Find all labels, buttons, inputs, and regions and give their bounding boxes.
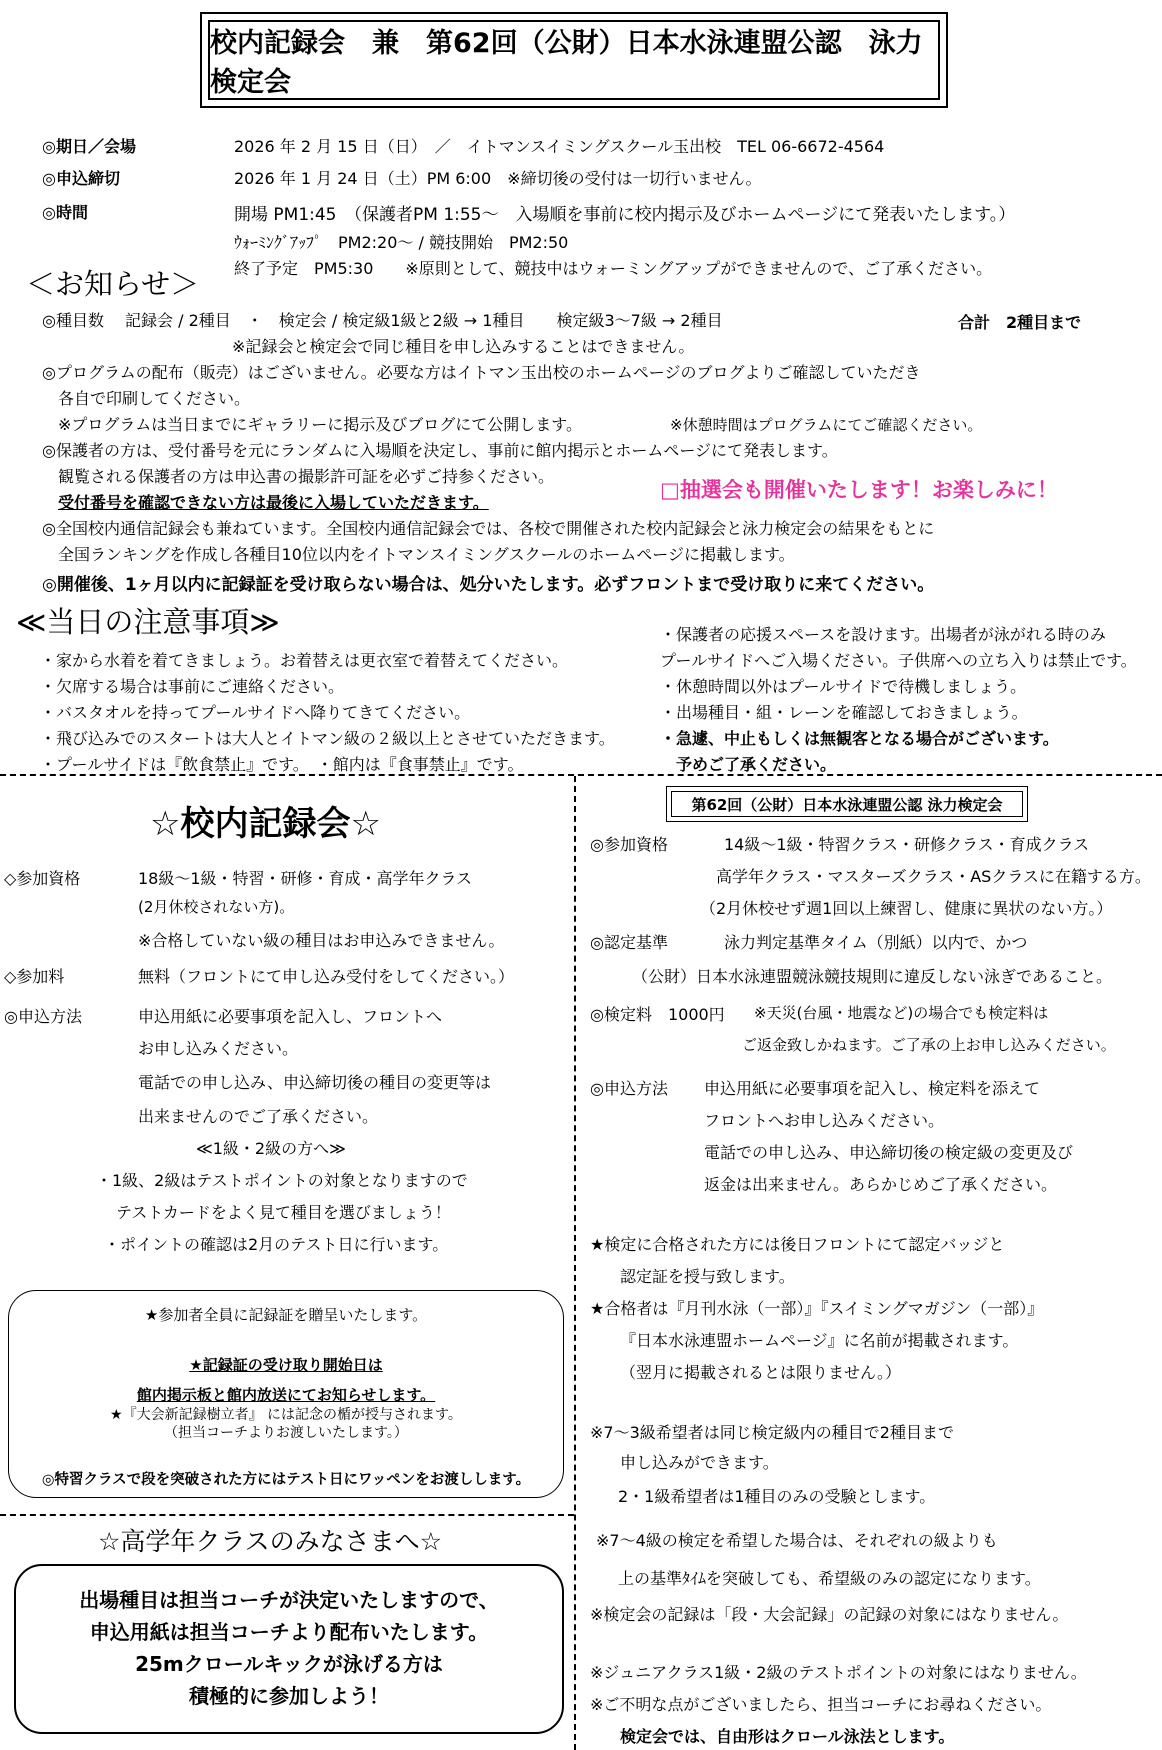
grade-line-1: ・1級、2級はテストポイントの対象となりますので <box>96 1171 468 1190</box>
exam-eligibility-line2: 高学年クラス・マスターズクラス・ASクラスに在籍する方。 <box>716 867 1151 886</box>
caution-left-4: ・飛び込みでのスタートは大人とイトマン級の２級以上とさせていただきます。 <box>40 729 615 748</box>
record-apply-line-4: 出来ませんのでご了承ください。 <box>138 1107 379 1126</box>
notice-line7: 観覧される保護者の方は申込書の撮影許可証を必ずご持参ください。 <box>58 467 555 486</box>
record-box-line3: 館内掲示板と館内放送にてお知らせします。 <box>136 1386 436 1404</box>
exam-apply-line-1: フロントへお申し込みください。 <box>704 1111 945 1130</box>
exam-apply-label: ◎申込方法 <box>590 1079 668 1098</box>
caution-right-4: ・出場種目・組・レーンを確認しておきましょう。 <box>660 703 1028 722</box>
caution-left-1: ・家から水着を着てきましょう。お着替えは更衣室で着替えてください。 <box>40 651 569 670</box>
time-line2: ｳｫｰﾐﾝｸﾞｱｯﾌﾟ PM2:20～ / 競技開始 PM2:50 <box>234 233 569 252</box>
notice-line10: 全国ランキングを作成し各種目10位以内をイトマンスイミングスクールのホームページに掲載します。 <box>58 545 795 564</box>
exam-heading: 第62回（公財）日本水泳連盟公認 泳力検定会 <box>671 791 1023 817</box>
record-apply-line-1: 申込用紙に必要事項を記入し、フロントへ <box>138 1007 443 1026</box>
record-box-line2: ★記録証の受け取り開始日は <box>189 1356 383 1374</box>
column-divider <box>574 776 576 1750</box>
exam-note6: 検定会では、自由形はクロール泳法とします。 <box>620 1727 955 1746</box>
senior-line-3: 25mクロールキックが泳げる方は <box>135 1652 443 1676</box>
caution-left-2: ・欠席する場合は事前にご連絡ください。 <box>40 677 345 696</box>
exam-standard-line2: （公財）日本水泳連盟競泳競技規則に違反しない泳ぎであること。 <box>632 967 1113 986</box>
exam-note1b: 申し込みができます。 <box>620 1453 779 1472</box>
exam-note2: ※7～4級の検定を希望した場合は、それぞれの級よりも <box>596 1531 998 1550</box>
page-title: 校内記録会 兼 第62回（公財）日本水泳連盟公認 泳力検定会 <box>208 20 940 100</box>
deadline-value: 2026 年 1 月 24 日（土）PM 6:00 ※締切後の受付は一切行いません。 <box>234 169 762 188</box>
record-box-line5: （担当コーチよりお渡しいたします。） <box>164 1425 408 1441</box>
exam-standard-label: ◎認定基準 <box>590 933 668 952</box>
section-divider <box>0 774 1162 776</box>
record-apply-line-2: お申し込みください。 <box>138 1039 299 1058</box>
exam-apply-value: 申込用紙に必要事項を記入し、検定料を添えて <box>704 1079 1041 1098</box>
date-value: 2026 年 2 月 15 日（日） ／ イトマンスイミングスクール玉出校 TEL 06-6672-4564 <box>234 137 885 156</box>
record-fee-label: ◇参加料 <box>4 967 65 986</box>
exam-eligibility-label: ◎参加資格 <box>590 835 668 854</box>
record-eligibility-note1: (2月休校されない方)。 <box>138 898 295 916</box>
record-box-line6: ◎特習クラスで段を突破された方にはテスト日にワッペンをお渡しします。 <box>41 1472 531 1488</box>
exam-note4: ※ジュニアクラス1級・2級のテストポイントの対象にはなりません。 <box>590 1663 1087 1682</box>
time-line3: 終了予定 PM5:30 ※原則として、競技中はウォーミングアップができませんので、ご了承ください。 <box>234 259 993 278</box>
notice-line4: 各自で印刷してください。 <box>58 389 251 408</box>
notice-line9: ◎全国校内通信記録会も兼ねています。全国校内通信記録会では、各校で開催された校内記録会と泳力検定会の結果をもとに <box>42 519 935 538</box>
senior-line-2: 申込用紙は担当コーチより配布いたします。 <box>89 1620 489 1644</box>
exam-note5: ※ご不明な点がございましたら、担当コーチにお尋ねください。 <box>590 1695 1052 1714</box>
notice-line11: ◎開催後、1ヶ月以内に記録証を受け取らない場合は、処分いたします。必ずフロントまで受け取りに来てください。 <box>42 575 935 595</box>
record-eligibility-note2: ※合格していない級の種目はお申込みできません。 <box>138 931 505 950</box>
exam-note2b: 上の基準ﾀｲﾑを突破しても、希望級のみの認定になります。 <box>618 1569 1041 1588</box>
exam-note1c: 2・1級希望者は1種目のみの受験とします。 <box>618 1487 936 1506</box>
senior-heading: ☆高学年クラスのみなさまへ☆ <box>98 1527 443 1556</box>
caution-left-5: ・プールサイドは『飲食禁止』です。 ・館内は『食事禁止』です。 <box>40 755 524 774</box>
exam-fee: ◎検定料 1000円 <box>590 1005 725 1024</box>
record-fee-value: 無料（フロントにて申し込み受付をしてください。） <box>138 967 515 986</box>
record-eligibility-label: ◇参加資格 <box>4 869 81 888</box>
exam-eligibility-value: 14級～1級・特習クラス・研修クラス・育成クラス <box>724 835 1090 854</box>
exam-standard-value: 泳力判定基準タイム（別紙）以内で、かつ <box>724 933 1028 952</box>
senior-line-1: 出場種目は担当コーチが決定いたしますので、 <box>79 1588 499 1612</box>
left-section-divider <box>0 1514 574 1516</box>
exam-pass1b: 認定証を授与致します。 <box>620 1267 795 1286</box>
grade-line-3: ・ポイントの確認は2月のテスト日に行います。 <box>104 1235 449 1254</box>
time-label: ◎時間 <box>42 203 88 222</box>
title-frame <box>200 12 948 108</box>
exam-note3: ※検定会の記録は「段・大会記録」の記録の対象にはなりません。 <box>590 1605 1069 1624</box>
exam-apply-line-3: 返金は出来ません。あらかじめご了承ください。 <box>704 1175 1057 1194</box>
record-box-line1: ★参加者全員に記録証を贈呈いたします。 <box>144 1306 428 1324</box>
caution-left-3: ・バスタオルを持ってプールサイドへ降りてきてください。 <box>40 703 471 722</box>
notice-heading: ＜お知らせ＞ <box>26 267 200 301</box>
notice-line3: ◎プログラムの配布（販売）はございません。必要な方はイトマン玉出校のホームページのブログよりご確認していただき <box>42 363 921 382</box>
exam-eligibility-line3: （2月休校せず週1回以上練習し、健康に異状のない方。） <box>700 899 1113 918</box>
notice-line8: 受付番号を確認できない方は最後に入場していただきます。 <box>58 493 489 512</box>
grade-heading: ≪1級・2級の方へ≫ <box>196 1139 346 1158</box>
lottery-notice: □抽選会も開催いたします！お楽しみに！ <box>660 478 1058 502</box>
caution-right-6: 予めご了承ください。 <box>676 755 837 774</box>
grade-line-2: テストカードをよく見て種目を選びましょう！ <box>116 1203 451 1222</box>
caution-right-3: ・休憩時間以外はプールサイドで待機しましょう。 <box>660 677 1027 696</box>
notice-line5: ※プログラムは当日までにギャラリーに掲示及びブログにて公開します。 <box>58 415 582 434</box>
record-box-line4: ★『大会新記録樹立者』 には記念の楯が授与されます。 <box>110 1407 462 1423</box>
senior-line-4: 積極的に参加しよう！ <box>189 1684 389 1708</box>
notice-line5b: ※休憩時間はプログラムにてご確認ください。 <box>670 416 983 434</box>
exam-pass1: ★検定に合格された方には後日フロントにて認定バッジと <box>590 1235 1005 1254</box>
record-eligibility-value: 18級～1級・特習・研修・育成・高学年クラス <box>138 869 473 888</box>
exam-apply-line-2: 電話での申し込み、申込締切後の検定級の変更及び <box>704 1143 1073 1162</box>
record-apply-line-3: 電話での申し込み、申込締切後の種目の変更等は <box>138 1073 491 1092</box>
time-line1: 開場 PM1:45 （保護者PM 1:55～ 入場順を事前に校内掲示及びホームページにて発表いたします。） <box>234 205 1016 225</box>
caution-right-5: ・急遽、中止もしくは無観客となる場合がございます。 <box>660 729 1059 748</box>
notice-line6: ◎保護者の方は、受付番号を元にランダムに入場順を決定し、事前に館内掲示とホームページにて発表します。 <box>42 441 838 460</box>
record-apply-label: ◎申込方法 <box>4 1007 82 1026</box>
exam-fee-note2: ご返金致しかねます。ご了承の上お申し込みください。 <box>742 1036 1116 1054</box>
exam-pass2: ★合格者は『月刊水泳（一部）』『スイミングマガジン（一部）』 <box>590 1299 1044 1318</box>
date-label: ◎期日／会場 <box>42 137 136 156</box>
notice-line1: ◎種目数 記録会 / 2種目 ・ 検定会 / 検定級1級と2級 → 1種目 検定級3～7級 → 2種目 <box>42 311 723 330</box>
deadline-label: ◎申込締切 <box>42 169 120 188</box>
caution-heading: ≪当日の注意事項≫ <box>16 605 280 639</box>
exam-pass2c: （翌月に掲載されるとは限りません。） <box>620 1363 901 1382</box>
exam-heading-box <box>666 786 1028 822</box>
exam-note1: ※7～3級希望者は同じ検定級内の種目で2種目まで <box>590 1423 954 1442</box>
exam-fee-note: ※天災(台風・地震など)の場合でも検定料は <box>754 1004 1049 1022</box>
notice-line2: ※記録会と検定会で同じ種目を申し込みすることはできません。 <box>232 337 695 356</box>
caution-right-2: プールサイドへご入場ください。子供席への立ち入りは禁止です。 <box>660 651 1137 670</box>
caution-right-1: ・保護者の応援スペースを設けます。出場者が泳がれる時のみ <box>660 625 1106 644</box>
record-heading: ☆校内記録会☆ <box>150 804 381 844</box>
notice-total: 合計 2種目まで <box>958 313 1082 332</box>
exam-pass2b: 『日本水泳連盟ホームページ』に名前が掲載されます。 <box>620 1331 1019 1350</box>
